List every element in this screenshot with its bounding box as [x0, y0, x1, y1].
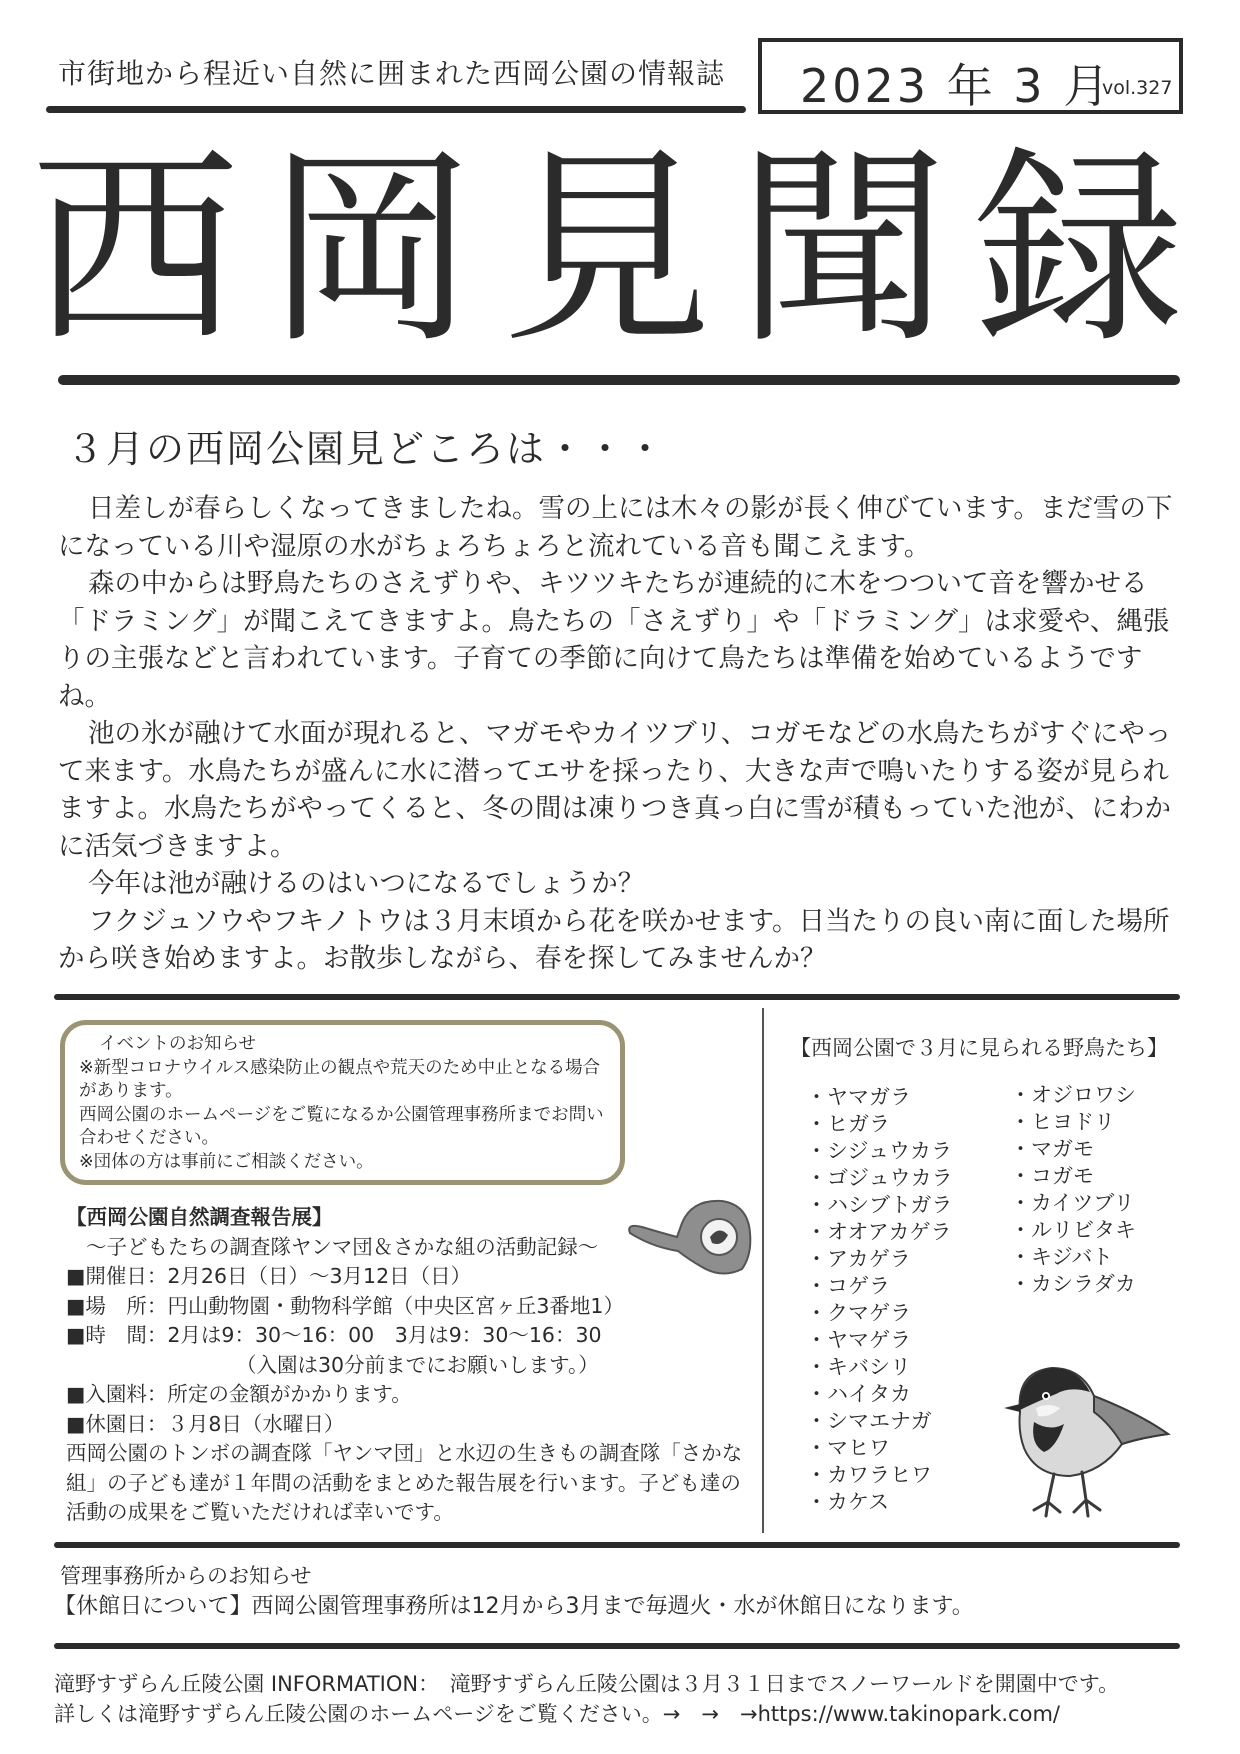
bird-item: ・マガモ — [1010, 1137, 1094, 1161]
title-rule — [58, 375, 1180, 385]
event-notice-box — [60, 1020, 625, 1185]
bird-item: ・キバシリ — [806, 1355, 911, 1379]
event-notice-title: イベントのお知らせ — [99, 1034, 256, 1054]
article-paragraph: 今年は池が融けるのはいつになるでしょうか？ — [88, 868, 645, 899]
exhibition-place: ■場 所：円山動物園・動物科学館（中央区宮ヶ丘3番地1） — [66, 1293, 624, 1318]
office-notice-label: 管理事務所からのお知らせ — [60, 1564, 312, 1588]
tagline: 市街地から程近い自然に囲まれた西岡公園の情報誌 — [58, 57, 726, 90]
bird-item: ・ルリビタキ — [1010, 1218, 1136, 1242]
event-notice-line: ※新型コロナウイルス感染防止の観点や荒天のため中止となる場合があります。 — [79, 1057, 601, 1101]
info-rule — [54, 1643, 1180, 1649]
bird-item: ・カイツブリ — [1010, 1191, 1135, 1215]
bird-item: ・コゲラ — [806, 1274, 890, 1298]
exhibition-subtitle: 〜子どもたちの調査隊ヤンマ団＆さかな組の活動記録〜 — [86, 1234, 599, 1259]
header-rule — [46, 106, 746, 113]
exhibition-closed: ■休園日：３月8日（水曜日） — [66, 1411, 345, 1436]
bird-item: ・オオアカゲラ — [806, 1220, 952, 1244]
volume-number: vol.327 — [1102, 77, 1173, 99]
issue-date: 2023 年 3 月 — [800, 59, 1113, 113]
article-rule — [54, 994, 1180, 1000]
bird-item: ・マヒワ — [806, 1436, 890, 1460]
exhibition-hours-note: （入園は30分前までにお願いします。） — [236, 1352, 599, 1377]
article-paragraph: フクジュソウやフキノトウは３月末頃から花を咲かせます。日当たりの良い南に面した場所から咲き始めますよ。お散歩しながら、春を探してみませんか？ — [58, 905, 1170, 974]
event-notice-line: 西岡公園のホームページをご覧になるか公園管理事務所までお問い合わせください。 — [79, 1104, 604, 1148]
bird-item: ・キジバト — [1010, 1245, 1113, 1269]
exhibition-description: 西岡公園のトンボの調査隊「ヤンマ団」と水辺の生きもの調査隊「さかな組」の子ども達が１年間の活動をまとめた報告展を行います。子ども達の活動の成果をご覧いただければ幸いです。 — [66, 1441, 743, 1524]
bird-item: ・オジロワシ — [1010, 1083, 1136, 1107]
article-body — [58, 490, 1178, 978]
bird-item: ・カワラヒワ — [806, 1463, 932, 1487]
birds-column-1 — [806, 1084, 953, 1516]
bird-item: ・シマエナガ — [806, 1409, 932, 1433]
office-notice-text: 【休館日について】西岡公園管理事務所は12月から3月まで毎週火・水が休館日になります。 — [54, 1594, 974, 1619]
bird-item: ・ゴジュウカラ — [806, 1166, 953, 1190]
article-heading: ３月の西岡公園見どころは・・・ — [66, 427, 667, 471]
bird-item: ・ヤマガラ — [806, 1085, 911, 1109]
exhibition-hours: ■時 間：2月は9：30〜16：00 3月は9：30〜16：30 — [66, 1323, 602, 1347]
bird-item: ・カシラダカ — [1010, 1272, 1136, 1296]
bird-item: ・ヤマゲラ — [806, 1328, 911, 1352]
bird-illustration — [990, 1352, 1175, 1522]
newsletter-title: 西岡見聞録 — [29, 127, 1210, 372]
bird-item: ・コガモ — [1010, 1164, 1094, 1188]
birds-title: 【西岡公園で３月に見られる野鳥たち】 — [790, 1036, 1168, 1060]
birds-column-2 — [1010, 1082, 1136, 1298]
bird-item: ・アカゲラ — [806, 1247, 911, 1271]
bird-item: ・ハイタカ — [806, 1382, 911, 1406]
exhibition-dates: ■開催日：2月26日（日）〜3月12日（日） — [66, 1264, 472, 1288]
office-rule — [54, 1542, 1180, 1548]
column-divider — [762, 1008, 764, 1533]
exhibition-section — [66, 1203, 746, 1528]
bird-item: ・カケス — [806, 1490, 890, 1514]
bird-item: ・ヒガラ — [806, 1112, 890, 1136]
event-notice-line: ※団体の方は事前にご相談ください。 — [79, 1151, 374, 1172]
article-paragraph: 森の中からは野鳥たちのさえずりや、キツツキたちが連続的に木をつついて音を響かせる「ドラミング」が聞こえてきますよ。鳥たちの「さえずり」や「ドラミング」は求愛や、縄張りの主張などと言われています。子育ての季節に向けて鳥たちは準備を始めているようですね。 — [58, 568, 1170, 712]
bird-item: ・ヒヨドリ — [1010, 1110, 1115, 1134]
exhibition-title: 【西岡公園自然調査報告展】 — [66, 1205, 333, 1229]
bird-item: ・シジュウカラ — [806, 1139, 953, 1163]
bird-item: ・ハシブトガラ — [806, 1193, 953, 1217]
info-line-1: 滝野すずらん丘陵公園 INFORMATION： 滝野すずらん丘陵公園は３月３１日までスノーワールドを開園中です。 — [54, 1672, 1120, 1696]
article-paragraph: 日差しが春らしくなってきましたね。雪の上には木々の影が長く伸びています。まだ雪の下になっている川や湿原の水がちょろちょろと流れている音も聞こえます。 — [58, 493, 1173, 562]
article-paragraph: 池の氷が融けて水面が現れると、マガモやカイツブリ、コガモなどの水鳥たちがすぐにやって来ます。水鳥たちが盛んに水に潜ってエサを採ったり、大きな声で鳴いたりする姿が見られますよ。水鳥たちがやってくると、冬の間は凍りつき真っ白に雪が積もっていた池が、にわかに活気づきますよ。 — [58, 718, 1172, 862]
bird-item: ・クマゲラ — [806, 1301, 911, 1325]
exhibition-fee: ■入園料：所定の金額がかかります。 — [66, 1382, 412, 1406]
info-line-2: 詳しくは滝野すずらん丘陵公園のホームページをご覧ください。→ → →https://www.takinopark.com/ — [54, 1702, 1060, 1726]
